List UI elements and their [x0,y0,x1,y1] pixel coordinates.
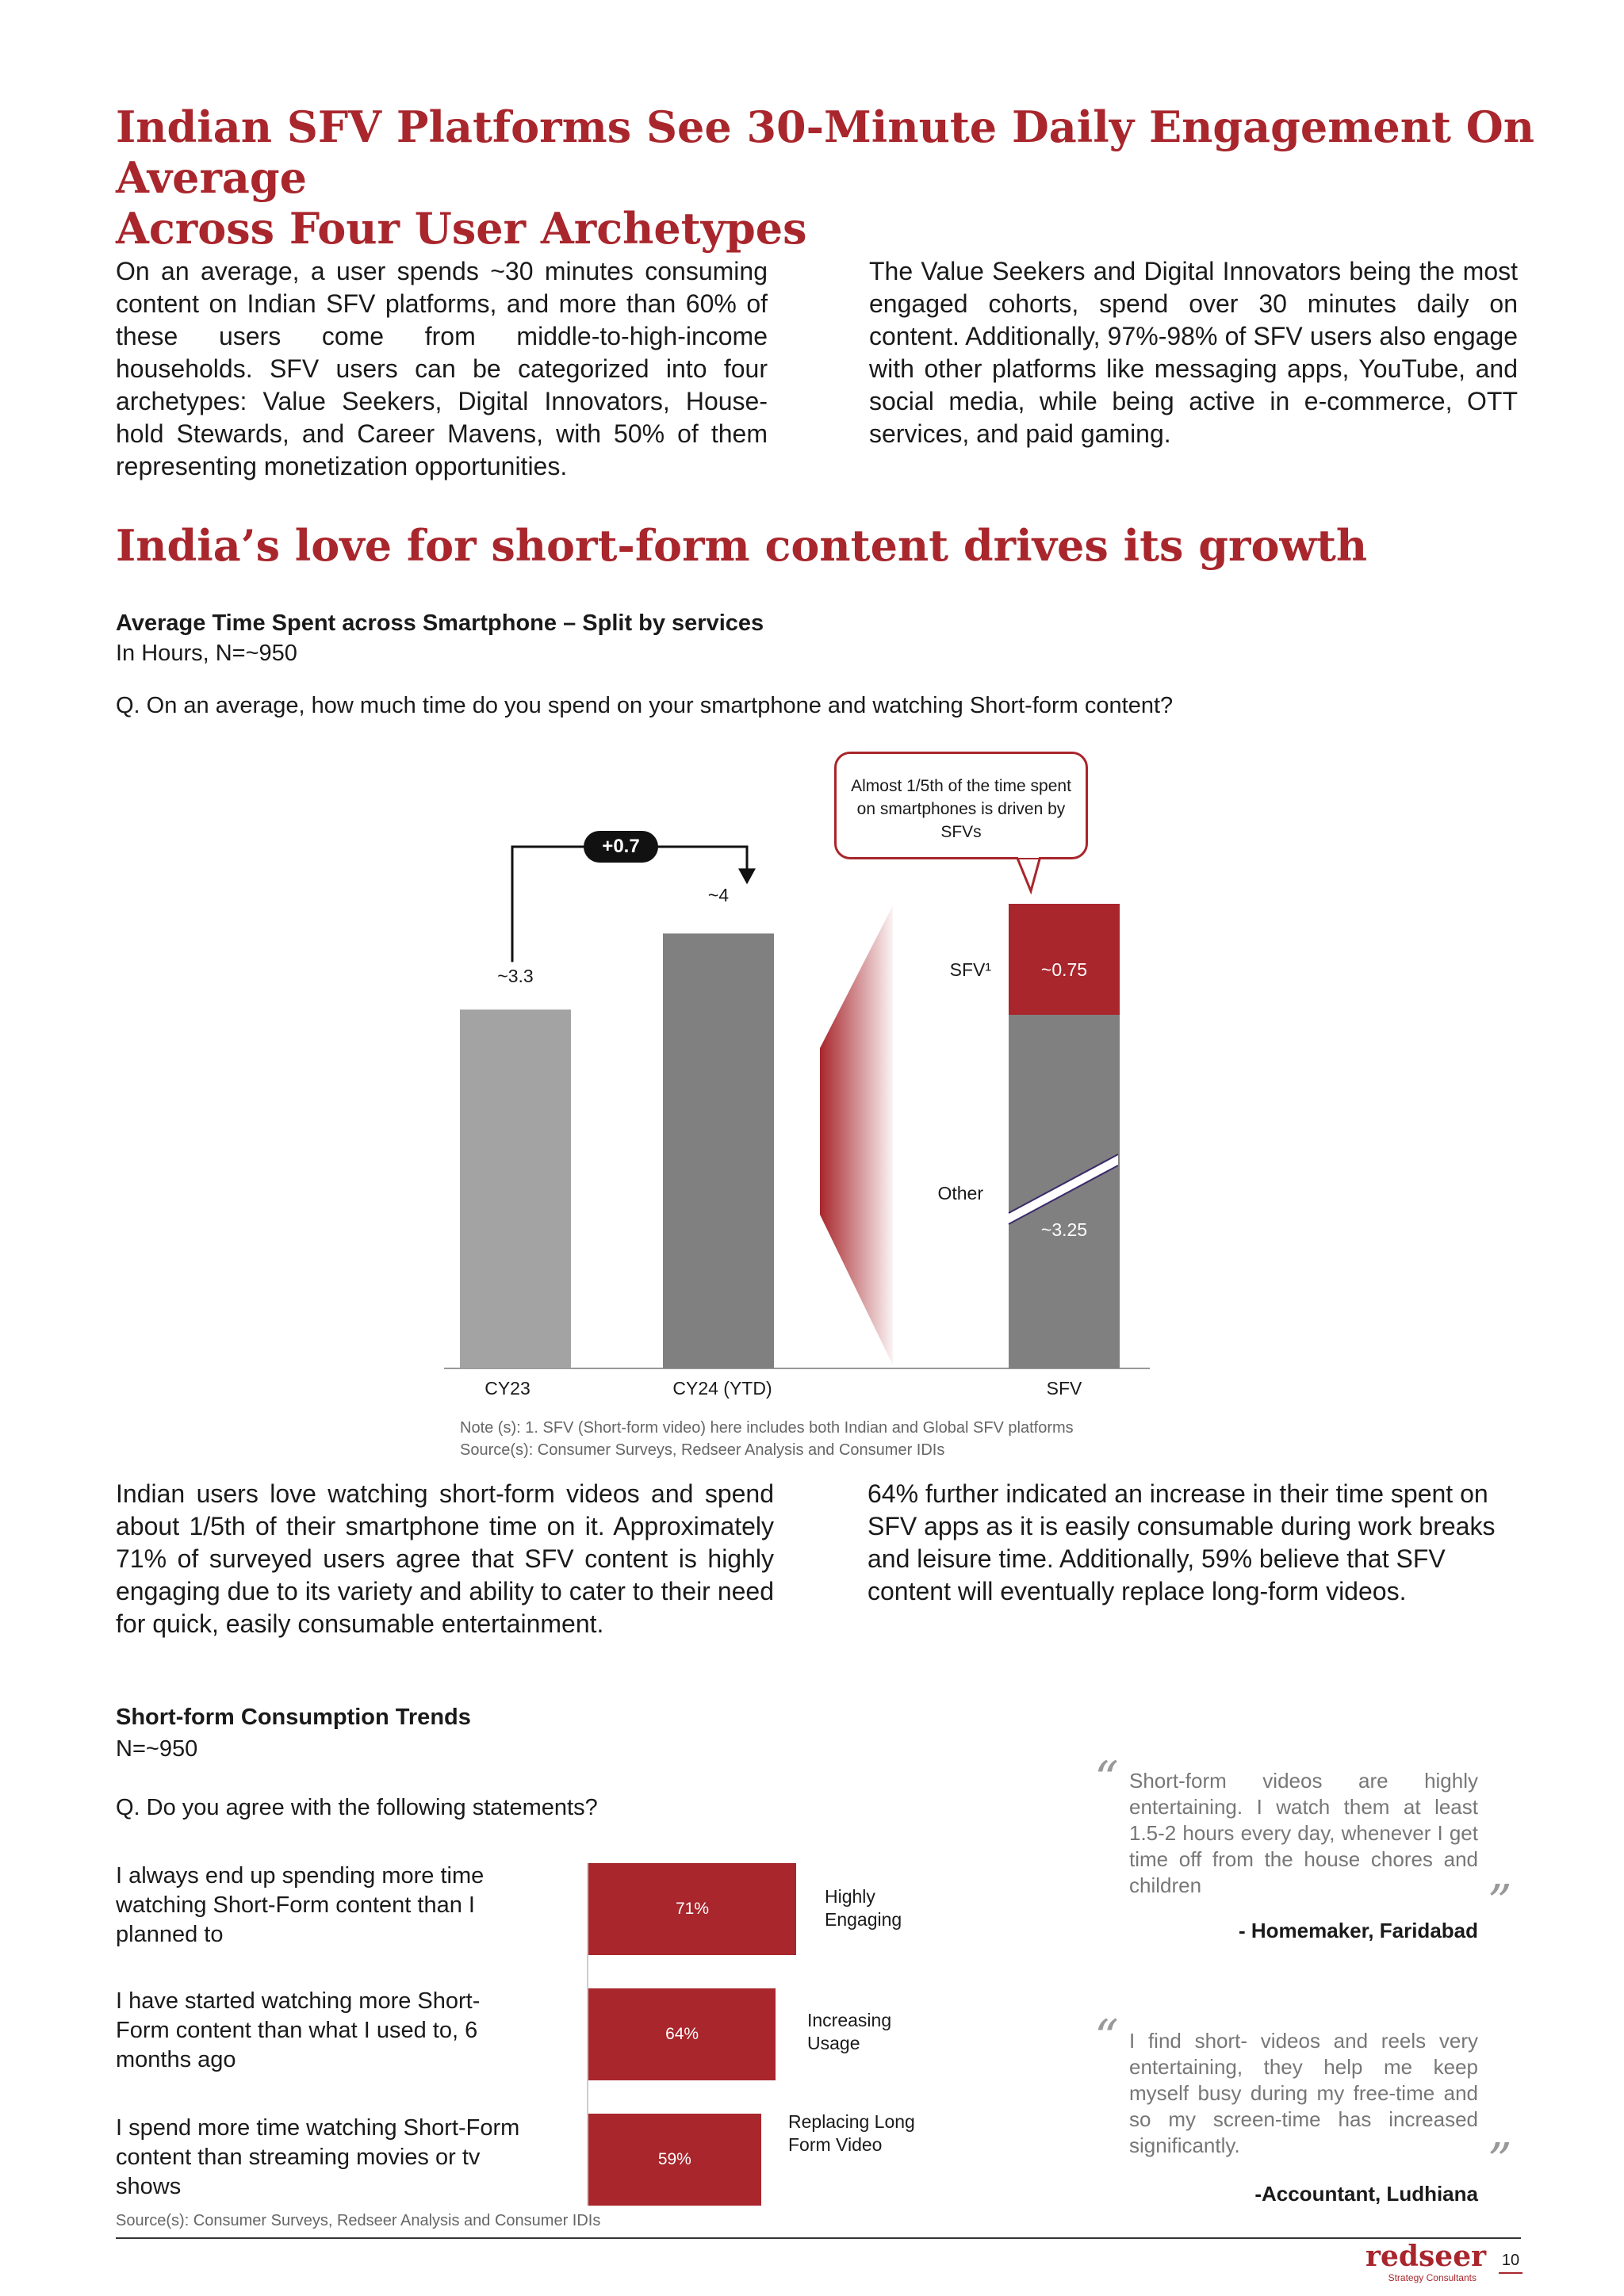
bar-cy23 [460,1009,571,1368]
intro-right-paragraph: The Value Seekers and Digital Innovators being the most engaged cohorts, spend over 30 minutes daily on content. Additionally, 97%-98% of SFV users also engage with other platforms like messaging apps, YouTube, and social media, while being active in e-commerce, OTT services, and paid gaming. [869,257,1518,448]
open-quote-icon-2: “ [1094,2010,1119,2065]
hbar-replacing-long-form-value: 59% [657,2150,691,2168]
close-quote-icon-1: ” [1488,1875,1512,1931]
chart1-subtitle: In Hours, N=~950 [116,641,297,666]
tag-replacing-long-form: Replacing Long Form Video [788,2111,915,2155]
statement-3: I spend more time watching Short-Form content than streaming movies or tv shows [116,2115,520,2199]
mid-left-paragraph: Indian users love watching short-form videos and spend about 1/5th of their smartphone time on it. Approximately 71% of surveyed users agree that SFV content is highly engaging due to its variety and ability to cater to their need for quick, easily consumable entertainment. [116,1479,774,1638]
delta-arrowhead [738,868,756,884]
chart2-subtitle: N=~950 [116,1736,198,1762]
footer-rule [116,2237,1521,2239]
bar-cy23-category-label: CY23 [485,1378,530,1399]
funnel-connector [820,905,893,1365]
open-quote-icon-1: “ [1094,1751,1119,1807]
chart1-source: Source(s): Consumer Surveys, Redseer Analysis and Consumer IDIs [460,1441,945,1459]
other-segment-value: ~3.25 [1040,1219,1088,1240]
other-segment-label: Other [937,1183,983,1203]
close-quote-icon-2: ” [1488,2133,1512,2189]
chart2-question: Q. Do you agree with the following statements? [116,1795,598,1820]
hbar-increasing-usage-value: 64% [665,2025,699,2043]
statement-1: I always end up spending more time watching Short-Form content than I planned to [116,1863,485,1947]
page-number: 10 [1501,2252,1520,2269]
intro-left-paragraph: On an average, a user spends ~30 minutes consuming content on Indian SFV platforms, and more than 60% of these users come from middle-to-high-income households. SFV users can be categorized into four archetypes: Value Seekers, Digital Innovators, House-hold Stewards, and Career Mavens, with 50% of them representing monetization opportunities. [116,257,768,480]
section-title: India’s love for short-form content drives its growth [116,520,1368,571]
bar-cy24 [663,933,774,1368]
hbar-highly-engaging-value: 71% [675,1900,710,1918]
quote-1-text: Short-form videos are highly entertaining. I watch them at least 1.5-2 hours every day, whenever I get time off from the house chores and children [1129,1769,1478,1897]
delta-badge: +0.7 [584,831,658,863]
callout-pointer-mask [1018,853,1039,858]
page-number-underline [1499,2272,1522,2274]
page-title-line-2: Across Four User Archetypes [116,203,807,254]
hbar-replacing-long-form [588,2114,761,2206]
chart2-source: Source(s): Consumer Surveys, Redseer Analysis and Consumer IDIs [116,2212,601,2229]
bar-cy24-category-label: CY24 (YTD) [672,1378,772,1399]
page-title-line-1: Indian SFV Platforms See 30-Minute Daily Engagement On Average [116,101,1535,203]
chart1-title: Average Time Spent across Smartphone – Split by services [116,610,764,636]
mid-right-paragraph: 64% further indicated an increase in their time spent on SFV apps as it is easily consumable during work breaks and leisure time. Additionally, 59% believe that SFV content will eventually replace long-form videos. [868,1479,1496,1605]
sfv-segment-label: SFV¹ [949,959,991,980]
hbar-increasing-usage [588,1988,776,2080]
chart1-question: Q. On an average, how much time do you spend on your smartphone and watching Short-form content? [116,693,1174,718]
chart2-title: Short-form Consumption Trends [116,1705,471,1730]
chart1-callout: Almost 1/5th of the time spent on smartphones is driven by SFVs [834,752,1088,859]
chart1-note: Note (s): 1. SFV (Short-form video) here includes both Indian and Global SFV platforms [460,1419,1074,1437]
quote-2-text: I find short- videos and reels very entertaining, they help me keep myself busy during my free-time and so my screen-time has increased significantly. [1129,2029,1478,2157]
callout-pointer [1017,856,1040,891]
quote-1-attribution: - Homemaker, Faridabad [1239,1919,1478,1942]
bar-cy24-value-label: ~4 [707,885,730,905]
tag-increasing-usage: Increasing Usage [807,2010,892,2053]
brand-tagline: Strategy Consultants [1388,2272,1477,2283]
stacked-bar-category-label: SFV [1046,1378,1082,1399]
tag-highly-engaging: Highly Engaging [825,1886,902,1930]
sfv-segment-value: ~0.75 [1040,959,1088,980]
bar-cy23-value-label: ~3.3 [497,966,534,986]
hbar-highly-engaging [588,1863,796,1955]
quote-2-attribution: -Accountant, Ludhiana [1254,2182,1478,2206]
brand-logo: redseer [1365,2240,1487,2273]
statement-2: I have started watching more Short-Form content than what I used to, 6 months ago [116,1988,481,2072]
